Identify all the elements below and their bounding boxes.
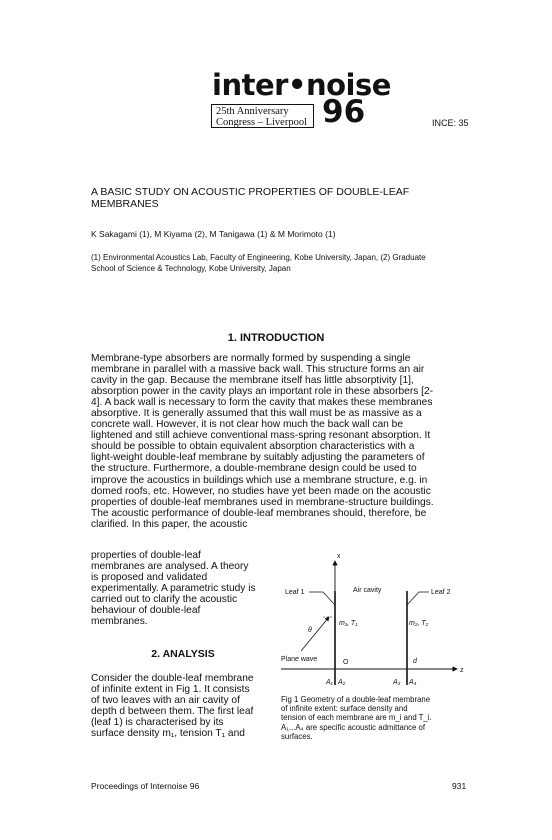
caption-line: surfaces.	[281, 731, 313, 741]
text-line: is proposed and validated	[91, 572, 208, 584]
text-line: surface density m₁, tension T₁ and	[91, 728, 245, 740]
text-line: membranes are analysed. A theory	[91, 561, 249, 573]
text-line: concrete wall. However, it is not clear how much the back wall can be	[91, 419, 403, 431]
text-line: depth d between them. The first leaf	[91, 706, 254, 718]
logo-congress-line: Congress – Liverpool	[216, 117, 307, 128]
conference-logo-box	[211, 104, 314, 128]
text-line: experimentally. A parametric study is	[91, 583, 256, 595]
surface-a4-label: A₄	[409, 679, 417, 686]
text-line: absorptive. It is generally assumed that this wall must be as massive as a	[91, 408, 422, 420]
text-line: membranes.	[91, 616, 148, 628]
text-line: 4]. A back wall is necessary to form the cavity that makes these membranes	[91, 397, 433, 409]
ince-code: INCE: 35	[432, 118, 469, 128]
leaf-2-leader	[407, 592, 429, 605]
figure-1-caption	[281, 695, 469, 741]
conference-logo-number: 96	[322, 94, 366, 130]
logo-anniversary-line: 25th Anniversary	[216, 106, 289, 117]
introduction-column-text	[91, 550, 275, 627]
conference-logo-title: inter•noise	[212, 68, 391, 102]
theta-label: θ	[308, 627, 312, 634]
paper-title-line: A BASIC STUDY ON ACOUSTIC PROPERTIES OF DOUBLE-LEAF	[91, 186, 410, 198]
incident-wave-arrow	[301, 617, 329, 651]
introduction-paragraph	[91, 353, 469, 530]
air-cavity-label: Air cavity	[353, 587, 382, 594]
text-line: properties of double-leaf	[91, 550, 201, 561]
figure-1-diagram	[279, 549, 469, 689]
text-line: carried out to clarify the acoustic	[91, 594, 238, 606]
text-line: Membrane-type absorbers are normally formed by suspending a single	[91, 353, 411, 364]
text-line: of two leaves with an air cavity of	[91, 695, 240, 707]
caption-line: Fig 1 Geometry of a double-leaf membrane	[281, 695, 431, 704]
text-line: of infinite extent in Fig 1. It consists	[91, 684, 250, 696]
text-line: The acoustic performance of double-leaf membranes should, therefore, be	[91, 507, 427, 519]
text-line: absorption power in the cavity plays an important role in these absorbers [2-	[91, 386, 434, 398]
plane-wave-label: Plane wave	[281, 656, 318, 663]
depth-label: d	[413, 658, 417, 665]
caption-line: A₁...A₄ are specific acoustic admittance of	[281, 722, 426, 732]
leaf-2-label: Leaf 2	[431, 589, 451, 596]
surface-a2-label: A₂	[338, 679, 346, 686]
leaf-1-leader	[309, 592, 335, 605]
paper-title-line: MEMBRANES	[91, 198, 159, 210]
text-line: the structure. Furthermore, a double-membrane design could be used to	[91, 463, 417, 475]
paper-affiliation	[91, 253, 471, 274]
text-line: light-weight double-leaf membrane by suitably adjusting the parameters of	[91, 452, 425, 464]
section-heading-introduction: 1. INTRODUCTION	[227, 332, 325, 344]
page-number: 931	[452, 781, 467, 791]
leaf-1-label: Leaf 1	[285, 589, 305, 596]
analysis-paragraph	[91, 673, 275, 739]
text-line: should be possible to obtain equivalent absorption characteristics with a	[91, 441, 415, 453]
caption-line: tension of each membrane are m_i and T_i.	[281, 713, 432, 723]
affiliation-line: (1) Environmental Acoustics Lab, Faculty of Engineering, Kobe University, Japan, (2) Graduate	[91, 253, 426, 262]
text-line: improve the acoustics in buildings which use a membrane structure, e.g. in	[91, 474, 428, 486]
x-axis-label: x	[337, 553, 341, 560]
text-line: domed roofs, etc. However, no studies have yet been made on the acoustic	[91, 485, 431, 497]
origin-label: O	[343, 659, 349, 666]
leaf-1-params: m₁, T₁	[339, 620, 358, 627]
text-line: Consider the double-leaf membrane	[91, 673, 254, 684]
text-line: (leaf 1) is characterised by its	[91, 717, 224, 729]
caption-line: of infinite extent: surface density and	[281, 704, 408, 714]
text-line: lightened and still achieve conventional mass-spring resonant absorption. It	[91, 430, 431, 442]
affiliation-line: School of Science & Technology, Kobe University, Japan	[91, 263, 291, 273]
footer-proceedings: Proceedings of Internoise 96	[91, 781, 200, 791]
surface-a3-label: A₃	[393, 679, 401, 686]
surface-a1-label: A₁	[326, 679, 333, 686]
leaf-2-params: m₂, T₂	[409, 620, 429, 627]
paper-title	[91, 186, 461, 210]
section-heading-analysis: 2. ANALYSIS	[151, 648, 215, 660]
z-axis-label: z	[460, 667, 464, 674]
text-line: behaviour of double-leaf	[91, 605, 201, 617]
text-line: properties of double-leaf membranes used in membrane-structure buildings.	[91, 496, 434, 508]
paper-authors: K Sakagami (1), M Kiyama (2), M Tanigawa (1) & M Morimoto (1)	[91, 229, 336, 239]
text-line: membrane in parallel with a massive back wall. This structure forms an air	[91, 364, 425, 376]
text-line: cavity in the gap. Because the membrane itself has little absorptivity [1],	[91, 375, 414, 387]
text-line: clarified. In this paper, the acoustic	[91, 518, 248, 530]
